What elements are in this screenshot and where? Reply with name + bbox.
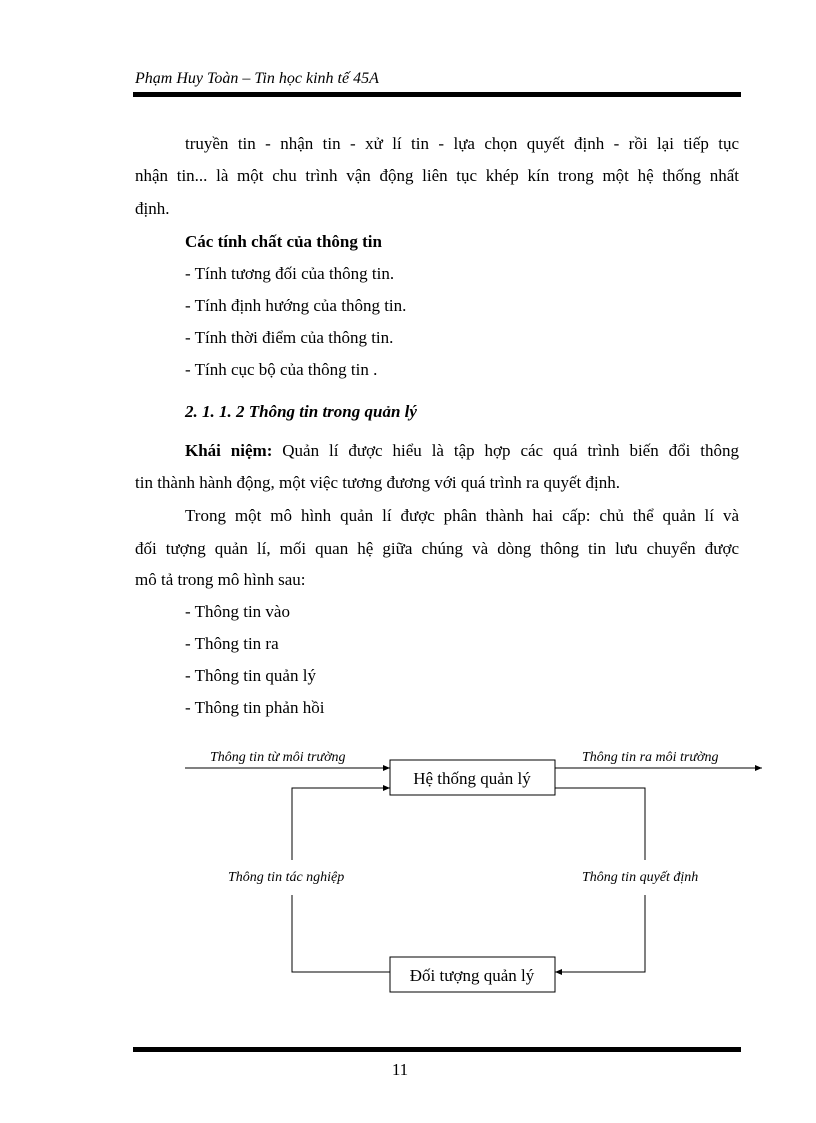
- right-loop-lower: [555, 895, 645, 972]
- info-type-item: - Thông tin ra: [185, 634, 279, 653]
- paragraph2-line2: đối tượng quản lí, mối quan hệ giữa chúng và dòng thông tin lưu chuyển được: [135, 539, 739, 558]
- info-type-item: - Thông tin vào: [185, 602, 290, 621]
- paragraph1-line2: nhận tin... là một chu trình vận động liên tục khép kín trong một hệ thống nhất: [135, 166, 739, 185]
- info-type-item: - Thông tin quản lý: [185, 666, 316, 685]
- page-number: 11: [391, 1060, 409, 1079]
- info-type-item: - Thông tin phản hồi: [185, 698, 325, 717]
- page-header: Phạm Huy Toàn – Tin học kinh tế 45A: [135, 70, 379, 87]
- property-item: - Tính thời điểm của thông tin.: [185, 328, 394, 347]
- top-box-label: Hệ thống quản lý: [413, 769, 531, 788]
- concept-label: Khái niệm:: [185, 441, 273, 460]
- left-loop-upper: [292, 788, 390, 860]
- concept-line2: tin thành hành động, một việc tương đương với quá trình ra quyết định.: [135, 473, 620, 492]
- right-loop-label: Thông tin quyết định: [582, 870, 699, 885]
- concept-text: Quản lí được hiểu là tập hợp các quá trình biến đổi thông: [272, 441, 739, 460]
- property-item: - Tính cục bộ của thông tin .: [185, 360, 378, 379]
- properties-heading-text: Các tính chất của thông tin: [185, 232, 382, 251]
- left-loop-label: Thông tin tác nghiệp: [228, 870, 345, 885]
- right-loop-upper: [555, 788, 645, 860]
- property-item: - Tính định hướng của thông tin.: [185, 296, 407, 315]
- paragraph1-line1: truyền tin - nhận tin - xử lí tin - lựa chọn quyết định - rồi lại tiếp tục: [185, 134, 739, 153]
- output-label: Thông tin ra môi trường: [582, 750, 719, 765]
- paragraph1-line3: định.: [135, 199, 170, 218]
- input-label: Thông tin từ môi trường: [210, 750, 346, 765]
- paragraph2-line1: Trong một mô hình quản lí được phân thành hai cấp: chủ thể quản lí và: [185, 506, 739, 525]
- footer-rule: [133, 1047, 741, 1052]
- paragraph2-line3: mô tả trong mô hình sau:: [135, 570, 306, 589]
- property-item: - Tính tương đối của thông tin.: [185, 264, 395, 283]
- section-title: 2. 1. 1. 2 Thông tin trong quản lý: [185, 402, 417, 421]
- bottom-box-label: Đối tượng quản lý: [409, 966, 535, 985]
- left-loop-lower: [292, 895, 390, 972]
